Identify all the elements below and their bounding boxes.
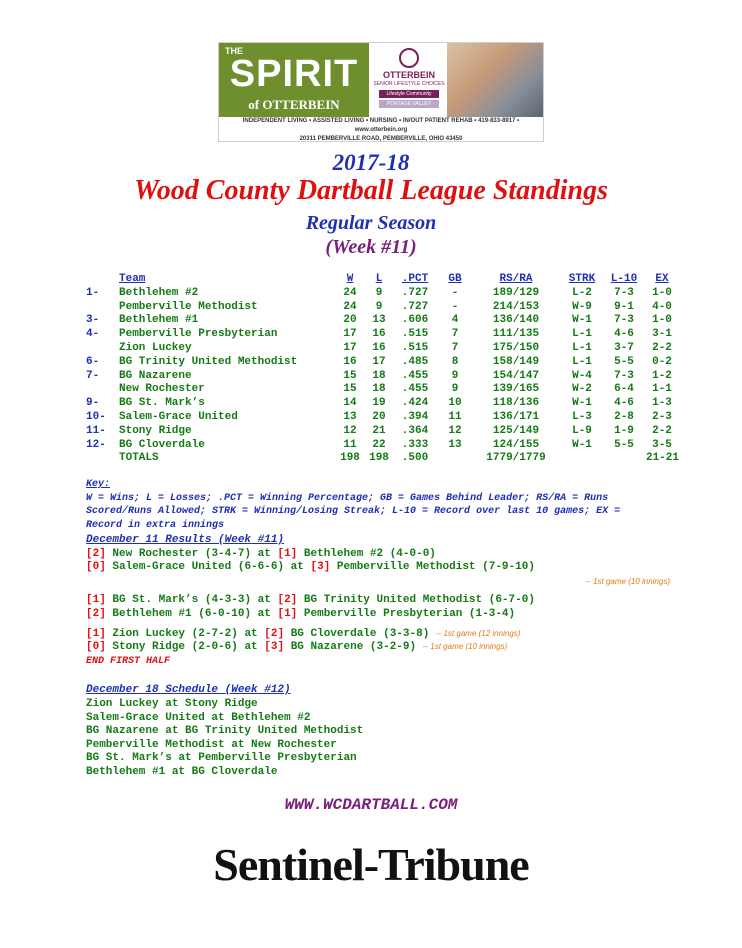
result-t1: BG St. Mark’s (4-3-3): [112, 594, 252, 607]
otterbein-logo: [371, 43, 447, 117]
cell-l: 17: [372, 355, 386, 368]
result-s1: [2]: [86, 607, 106, 620]
standings-row: [86, 425, 686, 439]
result-at: at: [257, 594, 271, 607]
cell-ex: 1-0: [652, 286, 672, 299]
cell-l: 18: [372, 369, 386, 382]
cell-strk: W-1: [572, 397, 592, 410]
cell-ex: 0-2: [652, 355, 672, 368]
result-s2: [3]: [264, 641, 285, 654]
totals-l: 198: [369, 452, 389, 465]
result-row: [86, 608, 686, 621]
cell-team: Bethlehem #1: [119, 314, 199, 327]
season-heading: 2017-18: [332, 150, 410, 175]
col-header-ex: EX: [655, 273, 669, 285]
cell-pct: .485: [401, 355, 429, 368]
key-line-3: Record in extra innings: [86, 519, 225, 531]
standings-row: [86, 356, 686, 370]
result-note: -- 1st game (10 innings): [585, 576, 670, 586]
cell-gb: 12: [448, 424, 462, 437]
ad-photo: [447, 43, 544, 117]
key-legend: [86, 478, 686, 532]
cell-rsra: 125/149: [492, 424, 540, 437]
cell-w: 15: [343, 369, 357, 382]
result-s2: [1]: [277, 607, 298, 620]
standings-row: [86, 397, 686, 411]
result-note-row: [86, 575, 686, 588]
col-header-l: L: [375, 273, 383, 285]
standings-row: [86, 301, 686, 315]
cell-l10: 4-6: [614, 328, 634, 341]
end-first-half: END FIRST HALF: [86, 656, 171, 667]
cell-ex: 2-2: [652, 424, 672, 437]
key-line-2: Scored/Runs Allowed; STRK = Winning/Losing Streak; L-10 = Record over last 10 games; EX =: [86, 506, 621, 517]
result-t1: New Rochester (3-4-7): [112, 548, 252, 560]
ad-logo-pill: Lifestyle Community: [379, 90, 439, 98]
cell-l: 20: [372, 410, 386, 423]
result-note: -- 1st game (12 innings): [435, 628, 521, 638]
result-t2: BG Nazarene (3-2-9): [290, 641, 417, 654]
cell-ex: 3-1: [652, 328, 672, 341]
ad-services: [219, 117, 543, 142]
cell-l: 19: [372, 397, 386, 410]
schedule-item: Salem-Grace United at Bethlehem #2: [86, 711, 311, 724]
totals-label: TOTALS: [119, 452, 159, 465]
standings-header-row: [86, 273, 686, 287]
result-at: at: [244, 627, 258, 640]
spirit-of-otterbein-logo: [219, 43, 369, 117]
cell-w: 12: [343, 424, 357, 437]
cell-ex: 1-2: [652, 369, 672, 382]
result-t2: Pemberville Methodist (7-9-10): [336, 561, 535, 574]
cell-rsra: 139/165: [492, 383, 540, 396]
cell-gb: 9: [451, 383, 459, 396]
cell-pct: .727: [401, 286, 429, 299]
ad-logo-name: OTTERBEIN: [382, 70, 435, 80]
result-s2: [1]: [277, 548, 298, 560]
result-s1: [1]: [86, 594, 106, 607]
cell-team: New Rochester: [119, 383, 205, 396]
result-at: at: [257, 548, 271, 560]
cell-rsra: 158/149: [492, 355, 540, 368]
cell-pct: .515: [401, 341, 429, 354]
result-t1: Stony Ridge (2-0-6): [112, 641, 238, 654]
cell-rank: 9-: [86, 397, 100, 410]
cell-pct: .455: [401, 369, 429, 382]
key-line-1: W = Wins; L = Losses; .PCT = Winning Percentage; GB = Games Behind Leader; RS/RA = Runs: [86, 492, 609, 504]
cell-gb: 7: [451, 341, 459, 354]
cell-strk: W-2: [572, 383, 592, 396]
sentinel-tribune-logo: Sentinel-Tribune: [213, 839, 529, 890]
standings-row: [86, 383, 686, 397]
cell-rank: 10-: [86, 410, 106, 423]
cell-w: 20: [343, 314, 357, 327]
totals-w: 198: [340, 452, 360, 465]
cell-rank: 6-: [86, 355, 100, 368]
totals-rsra: 1779/1779: [486, 452, 546, 465]
cell-gb: 10: [448, 397, 462, 410]
result-s1: [1]: [86, 627, 106, 640]
result-t2: BG Cloverdale (3-3-8): [290, 627, 430, 640]
cell-gb: 9: [451, 369, 459, 382]
col-header-team: Team: [119, 273, 146, 285]
cell-rsra: 136/171: [492, 410, 540, 423]
cell-l10: 7-3: [614, 286, 634, 299]
cell-ex: 2-3: [652, 410, 672, 423]
cell-w: 17: [343, 341, 357, 354]
standings-row: [86, 370, 686, 384]
cell-team: BG Trinity United Methodist: [119, 355, 298, 368]
cell-l10: 6-4: [614, 383, 634, 396]
cell-w: 11: [343, 438, 357, 451]
cell-strk: L-1: [572, 341, 592, 354]
cell-rsra: 154/147: [492, 369, 540, 382]
regular-season-heading: Regular Season: [305, 212, 437, 234]
cell-rsra: 118/136: [492, 397, 540, 410]
results-title: December 11 Results (Week #11): [86, 534, 285, 546]
result-t1: Zion Luckey (2-7-2): [112, 627, 238, 640]
cell-w: 24: [343, 286, 357, 299]
totals-row: [86, 452, 686, 466]
cell-rank: 4-: [86, 328, 100, 341]
result-row: [86, 561, 686, 574]
result-s1: [0]: [86, 641, 106, 654]
cell-team: Bethlehem #2: [119, 286, 199, 299]
cell-l10: 5-5: [614, 355, 634, 368]
col-header-gb: GB: [448, 273, 462, 285]
cell-team: Pemberville Methodist: [119, 300, 258, 313]
cell-strk: L-1: [572, 328, 592, 341]
col-header-strk: STRK: [568, 273, 596, 285]
cell-pct: .455: [401, 383, 429, 396]
cell-w: 13: [343, 410, 357, 423]
cell-strk: W-1: [572, 314, 592, 327]
cell-strk: L-1: [572, 355, 592, 368]
cell-gb: 7: [451, 328, 459, 341]
ad-services-line: INDEPENDENT LIVING • ASSISTED LIVING • NURSING • IN/OUT PATIENT REHAB • 419-833-8917 • www.otterbein.org: [242, 118, 520, 133]
cell-pct: .424: [401, 397, 429, 410]
cell-pct: .364: [401, 424, 429, 437]
cell-strk: L-3: [572, 410, 592, 423]
cell-l: 16: [372, 328, 386, 341]
cell-rank: 12-: [86, 438, 106, 451]
cell-strk: W-1: [572, 438, 592, 451]
cell-gb: -: [451, 300, 459, 313]
cell-pct: .394: [401, 410, 429, 423]
cell-team: BG St. Mark’s: [119, 397, 205, 410]
cell-pct: .515: [401, 328, 429, 341]
result-row: [86, 594, 686, 607]
cell-pct: .606: [401, 314, 429, 327]
result-s2: [2]: [264, 627, 285, 640]
cell-rsra: 136/140: [492, 314, 540, 327]
standings-row: [86, 287, 686, 301]
result-s2: [3]: [310, 561, 331, 574]
page-title: Wood County Dartball League Standings: [133, 175, 608, 206]
cell-l10: 2-8: [614, 410, 634, 423]
result-row: [86, 627, 686, 640]
ad-the: THE: [225, 46, 243, 56]
cell-rank: 1-: [86, 286, 100, 299]
ad-logo-place: PORTAGE VALLEY: [379, 100, 439, 108]
cell-team: Zion Luckey: [119, 341, 192, 354]
week-heading: (Week #11): [325, 236, 417, 258]
result-at: at: [290, 561, 304, 574]
cell-w: 24: [343, 300, 357, 313]
cell-rank: 7-: [86, 369, 100, 382]
result-t2: BG Trinity United Methodist (6-7-0): [303, 594, 535, 607]
result-note: -- 1st game (10 innings): [422, 642, 508, 652]
cell-ex: 3-5: [652, 438, 672, 451]
result-row: [86, 548, 686, 561]
cell-l: 21: [372, 424, 386, 437]
cell-ex: 1-1: [652, 383, 672, 396]
cell-w: 15: [343, 383, 357, 396]
cell-gb: 8: [451, 355, 459, 368]
cell-ex: 2-2: [652, 341, 672, 354]
standings-row: [86, 439, 686, 453]
standings-row: [86, 411, 686, 425]
standings-table: [86, 273, 686, 466]
cell-pct: .727: [401, 300, 429, 313]
cell-rank: 3-: [86, 314, 100, 327]
results-list: [86, 548, 686, 654]
cell-gb: 4: [451, 314, 459, 327]
cell-l10: 7-3: [614, 369, 634, 382]
cell-ex: 4-0: [652, 300, 672, 313]
ad-spirit-text: SPIRIT: [229, 53, 359, 95]
col-header-w: W: [346, 273, 354, 285]
cell-l10: 7-3: [614, 314, 634, 327]
cell-rsra: 214/153: [492, 300, 540, 313]
cell-team: Pemberville Presbyterian: [119, 328, 278, 341]
schedule-item: BG Nazarene at BG Trinity United Methodist: [86, 725, 364, 737]
cell-l10: 3-7: [614, 341, 634, 354]
cell-gb: 11: [448, 410, 462, 423]
cell-team: Stony Ridge: [119, 424, 192, 437]
ad-address-line: 20311 PEMBERVILLE ROAD, PEMBERVILLE, OHIO 43450: [299, 136, 463, 142]
result-t2: Pemberville Presbyterian (1-3-4): [303, 607, 516, 620]
cell-l: 9: [375, 300, 383, 313]
cell-w: 14: [343, 397, 357, 410]
cell-l: 22: [372, 438, 386, 451]
website-link[interactable]: WWW.WCDARTBALL.COM: [284, 796, 458, 814]
cell-rsra: 111/135: [492, 328, 540, 341]
cell-rank: 11-: [86, 424, 106, 437]
result-t1: Bethlehem #1 (6-0-10): [112, 607, 252, 620]
schedule-item: Pemberville Methodist at New Rochester: [86, 738, 337, 751]
cell-ex: 1-0: [652, 314, 672, 327]
standings-row: [86, 342, 686, 356]
sponsor-ad[interactable]: [218, 42, 544, 142]
schedule-item: BG St. Mark’s at Pemberville Presbyterian: [86, 752, 357, 764]
cell-w: 16: [343, 355, 357, 368]
result-row: [86, 640, 686, 653]
cell-team: BG Cloverdale: [119, 438, 205, 451]
col-header-rsra: RS/RA: [499, 273, 533, 285]
cell-strk: L-9: [572, 424, 592, 437]
cell-pct: .333: [401, 438, 429, 451]
cell-w: 17: [343, 328, 357, 341]
cell-l10: 4-6: [614, 397, 634, 410]
schedule-title: December 18 Schedule (Week #12): [86, 684, 291, 696]
cell-l10: 5-5: [614, 438, 634, 451]
result-t2: Bethlehem #2 (4-0-0): [303, 548, 436, 560]
result-s1: [0]: [86, 561, 106, 574]
col-header-pct: .PCT: [401, 273, 429, 285]
cell-l: 16: [372, 341, 386, 354]
result-s1: [2]: [86, 548, 106, 560]
result-t1: Salem-Grace United (6-6-6): [112, 561, 285, 574]
ad-of-otterbein: of OTTERBEIN: [248, 97, 340, 112]
result-at: at: [257, 607, 271, 620]
col-header-l10: L-10: [610, 273, 638, 285]
cell-l: 13: [372, 314, 386, 327]
totals-ex: 21-21: [646, 452, 680, 465]
cell-strk: W-9: [572, 300, 592, 313]
result-at: at: [244, 641, 258, 654]
cell-ex: 1-3: [652, 397, 672, 410]
cell-team: Salem-Grace United: [119, 410, 238, 423]
cell-strk: W-4: [572, 369, 592, 382]
cell-rsra: 189/129: [492, 286, 540, 299]
cell-strk: L-2: [572, 286, 592, 299]
otterbein-mark-icon: [399, 48, 419, 68]
ad-logo-sub: SENIOR LIFESTYLE CHOICES: [373, 81, 445, 87]
cell-l: 18: [372, 383, 386, 396]
result-s2: [2]: [277, 594, 298, 607]
cell-l: 9: [375, 286, 383, 299]
standings-row: [86, 314, 686, 328]
key-label: Key:: [86, 479, 111, 490]
cell-gb: -: [451, 286, 459, 299]
cell-rsra: 175/150: [492, 341, 540, 354]
totals-pct: .500: [401, 452, 429, 465]
schedule-item: Bethlehem #1 at BG Cloverdale: [86, 765, 278, 778]
schedule-list: [86, 698, 686, 779]
cell-rsra: 124/155: [492, 438, 540, 451]
cell-gb: 13: [448, 438, 462, 451]
cell-l10: 9-1: [614, 300, 634, 313]
standings-row: [86, 328, 686, 342]
cell-team: BG Nazarene: [119, 369, 192, 382]
schedule-item: Zion Luckey at Stony Ridge: [86, 698, 258, 710]
cell-l10: 1-9: [614, 424, 634, 437]
